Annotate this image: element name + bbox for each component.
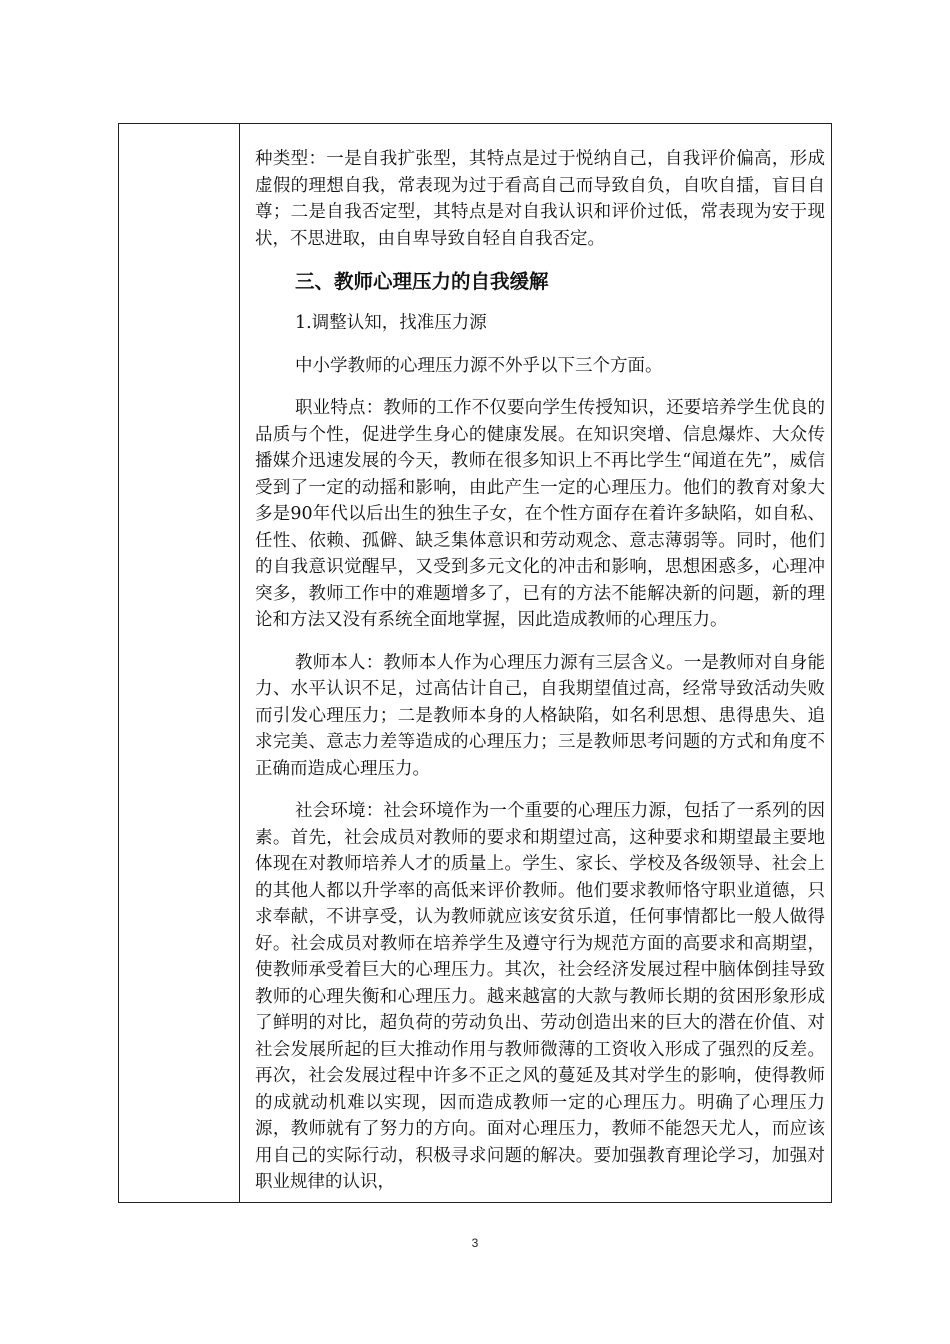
paragraph-pressure-sources: 中小学教师的心理压力源不外乎以下三个方面。	[295, 355, 663, 376]
table-content-cell	[255, 146, 825, 1212]
paragraph-social-environment: 社会环境：社会环境作为一个重要的心理压力源，包括了一系列的因素。首先，社会成员对教师的要求和期望过高，这种要求和期望最主要地体现在对教师培养人才的质量上。学生、家长、学校及各级领导、社会上的其他人都以升学率的高低来评价教师。他们要求教师恪守职业道德，只求奉献，不讲享受，认为教师就应该安贫乐道，任何事情都比一般人做得好。社会成员对教师在培养学生及遵守行为规范方面的高要求和高期望，使教师承受着巨大的心理压力。其次，社会经济发展过程中脑体倒挂导致教师的心理失衡和心理压力。越来越富的大款与教师长期的贫困形象形成了鲜明的对比，超负荷的劳动负出、劳动创造出来的巨大的潜在价值、对社会发展所起的巨大推动作用与教师微薄的工资收入形成了强烈的反差。再次，社会发展过程中许多不正之风的蔓延及其对学生的影响，使得教师的成就动机难以实现，因而造成教师一定的心理压力。明确了心理压力源，教师就有了努力的方向。面对心理压力，教师不能怨天尤人，而应该用自己的实际行动，积极寻求问题的解决。要加强教育理论学习，加强对职业规律的认识，	[255, 801, 825, 1192]
subheading: 1.调整认知，找准压力源	[295, 313, 487, 333]
section-heading: 三、教师心理压力的自我缓解	[295, 270, 549, 293]
content-table	[118, 123, 832, 1203]
intro-paragraph: 种类型：一是自我扩张型，其特点是过于悦纳自己，自我评价偏高，形成虚假的理想自我，常表现为过于看高自己而导致自负，自吹自擂，盲目自尊；二是自我否定型，其特点是对自我认识和评价过低，常表现为安于现状，不思进取，由自卑导致自轻自自我否定。	[255, 149, 825, 249]
table-left-column	[119, 124, 240, 1202]
paragraph-occupation: 职业特点：教师的工作不仅要向学生传授知识，还要培养学生优良的品质与个性，促进学生身心的健康发展。在知识突增、信息爆炸、大众传播媒介迅速发展的今天，教师在很多知识上不再比学生“闻道在先”，威信受到了一定的动摇和影响，由此产生一定的心理压力。他们的教育对象大多是90年代以后出生的独生子女，在个性方面存在着许多缺陷，如自私、任性、依赖、孤僻、缺乏集体意识和劳动观念、意志薄弱等。同时，他们的自我意识觉醒早，又受到多元文化的冲击和影响，思想困惑多，心理冲突多，教师工作中的难题增多了，已有的方法不能解决新的问题，新的理论和方法又没有系统全面地掌握，因此造成教师的心理压力。	[255, 398, 825, 630]
paragraph-teacher-self: 教师本人：教师本人作为心理压力源有三层含义。一是教师对自身能力、水平认识不足，过高估计自己，自我期望值过高，经常导致活动失败而引发心理压力；二是教师本身的人格缺陷，如名利思想、患得患失、追求完美、意志力差等造成的心理压力；三是教师思考问题的方式和角度不正确而造成心理压力。	[255, 652, 825, 779]
page-number: 3	[471, 1236, 479, 1250]
